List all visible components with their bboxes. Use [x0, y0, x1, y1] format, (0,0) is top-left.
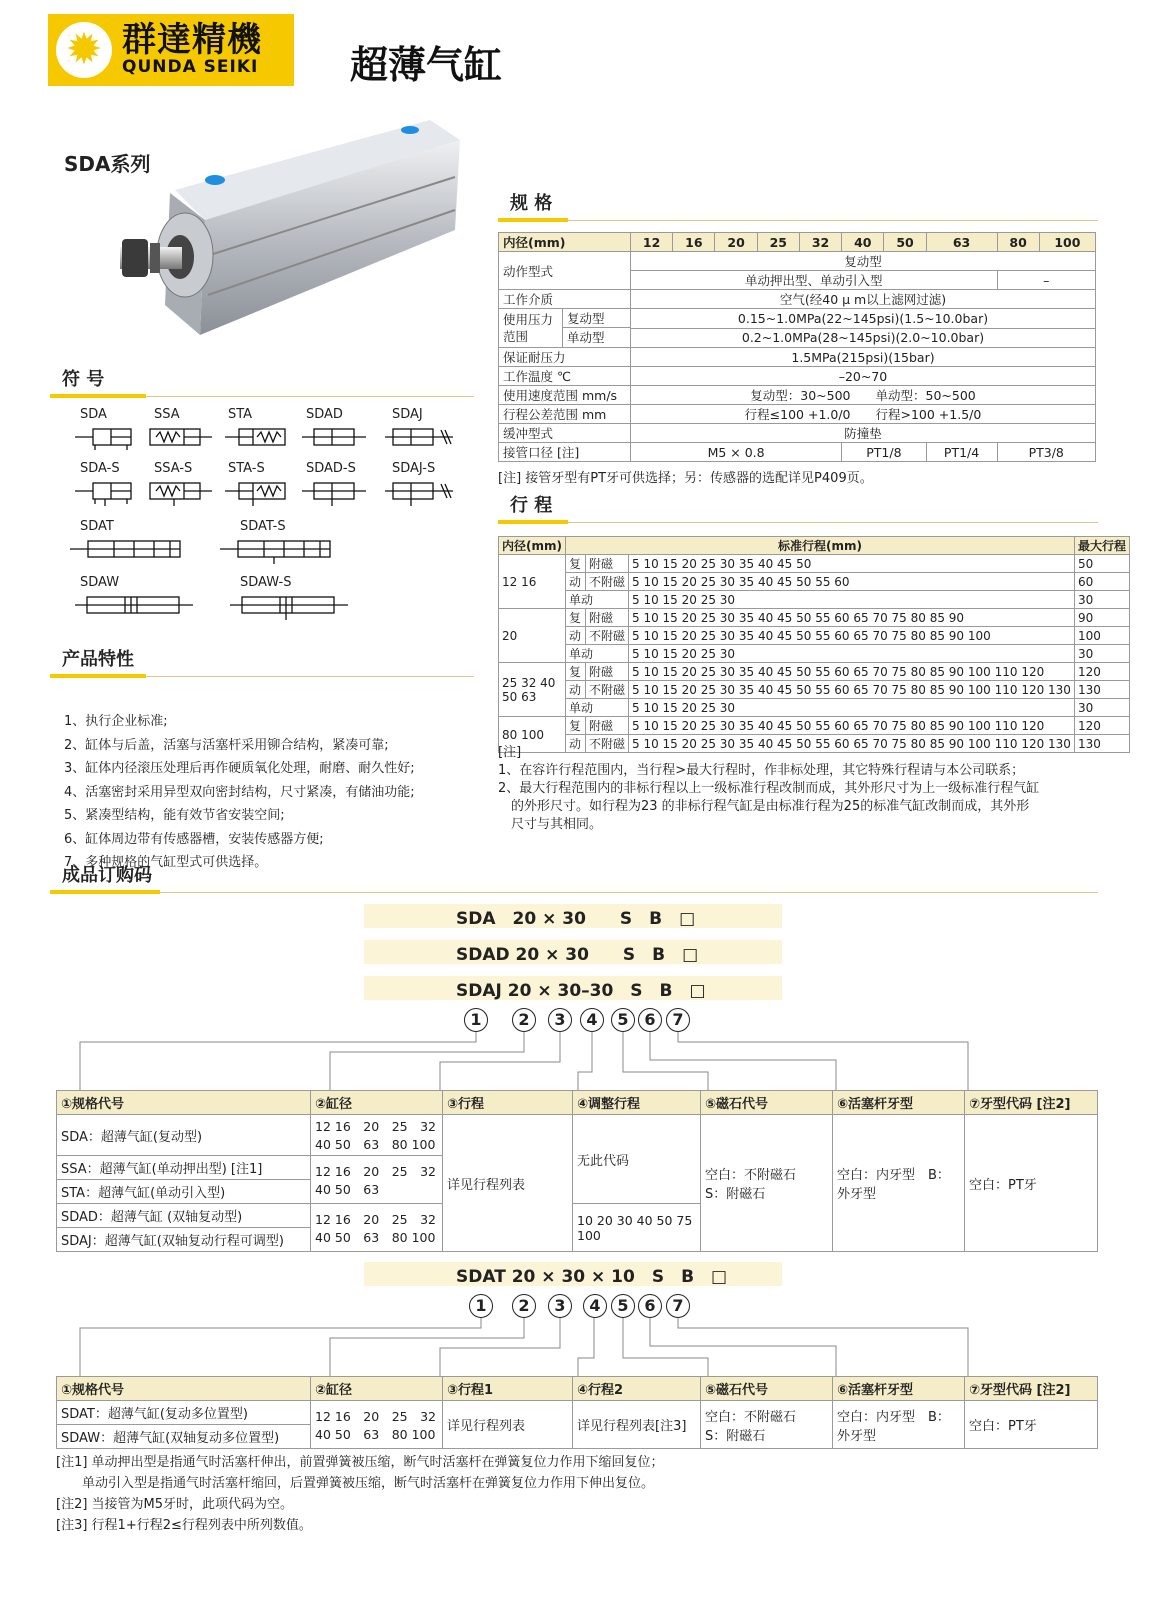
stroke-bore: 80 100 [499, 717, 566, 753]
spec-bore: 12 [631, 233, 673, 252]
stroke-note: 2、最大行程范围内的非标行程以上一级标准行程改制而成，其外形尺寸为上一级标准行程气缸 [498, 781, 1040, 796]
order-spec: SDA：超薄气缸(复动型) [57, 1115, 311, 1156]
feature-item: 7、多种规格的气缸型式可供选择。 [64, 855, 268, 870]
order-header: ⑥活塞杆牙型 [833, 1377, 965, 1401]
order-spec: SSA：超薄气缸(单动押出型) [注1] [57, 1156, 311, 1180]
order-stroke1: 详见行程列表 [443, 1401, 573, 1449]
spec-note: [注] 接管牙型有PT牙可供选择；另：传感器的选配详见P409页。 [498, 471, 873, 486]
spec-label: 使用速度范围 mm/s [499, 386, 631, 405]
order-header: ⑦牙型代码 [注2] [965, 1091, 1098, 1115]
position-circle: 4 [583, 1294, 607, 1318]
section-symbol: 符 号 [62, 369, 105, 390]
order-adjust: 10 20 30 40 50 75 100 [573, 1204, 701, 1252]
stroke-bore: 25 32 40 50 63 [499, 663, 566, 717]
footnote: [注1] 单动押出型是指通气时活塞杆伸出，前置弹簧被压缩，断气时活塞杆在弹簧复位力作用下缩回复位； [56, 1455, 664, 1470]
stroke-max: 50 [1074, 555, 1129, 573]
section-stroke: 行 程 [510, 495, 553, 516]
stroke-standard: 5 10 15 20 25 30 35 40 45 50 55 60 65 70 75 80 85 90 100 110 120 [629, 717, 1075, 735]
spec-bore: 25 [757, 233, 799, 252]
stroke-mag-label: 附磁 [588, 611, 613, 625]
section-features: 产品特性 [62, 649, 134, 670]
symbol-label: SSA-S [154, 461, 193, 476]
position-circle: 5 [611, 1294, 635, 1318]
stroke-max: 30 [1074, 699, 1129, 717]
order-spec: SDAJ：超薄气缸(双轴复动行程可调型) [57, 1228, 311, 1252]
stroke-standard: 5 10 15 20 25 30 35 40 45 50 55 60 65 70 75 80 85 90 100 [629, 627, 1075, 645]
spec-value: 0.15~1.0MPa(22~145psi)(1.5~10.0bar) [631, 309, 1096, 329]
order-header: ④行程2 [573, 1377, 701, 1401]
spec-label: 使用压力范围 [499, 309, 563, 347]
position-circle: 3 [548, 1008, 572, 1032]
stroke-standard: 5 10 15 20 25 30 35 40 45 50 55 60 65 70 75 80 85 90 100 110 120 130 [629, 681, 1075, 699]
order-header: ②缸径 [311, 1091, 443, 1115]
logo-cn: 群達精機 [122, 20, 262, 60]
order-header: ③行程 [443, 1091, 573, 1115]
stroke-type-label: 动 [566, 573, 586, 590]
symbol-label: SDAT [80, 519, 114, 534]
order-code-sda: SDA 20 × 30 S B □ [364, 904, 782, 928]
order-header: ③行程1 [443, 1377, 573, 1401]
spec-value: 空气(经40 μ m以上滤网过滤) [631, 290, 1096, 309]
spec-value: PT1/4 [926, 443, 997, 462]
symbol-label: SDA [80, 407, 107, 422]
footnote: 单动引入型是指通气时活塞杆缩回，后置弹簧被压缩，断气时活塞杆在弹簧复位力作用下伸出复位。 [56, 1476, 655, 1491]
spec-label: 行程公差范围 mm [499, 405, 631, 424]
position-circle: 2 [512, 1008, 536, 1032]
order-bore: 12 16 20 25 32 40 50 63 80 100 [311, 1115, 443, 1156]
stroke-max: 100 [1074, 627, 1129, 645]
spec-label: 工作介质 [499, 290, 631, 309]
stroke-type-label: 复 [566, 717, 586, 734]
stroke-standard: 5 10 15 20 25 30 [629, 591, 1075, 609]
stroke-mag-label: 不附磁 [588, 629, 625, 643]
spec-label: 单动型 [567, 330, 605, 345]
stroke-standard: 5 10 15 20 25 30 [629, 645, 1075, 663]
stroke-mag-label: 附磁 [588, 665, 613, 679]
order-table-2 [56, 1376, 1098, 1449]
series-title: SDA系列 [64, 152, 151, 176]
stroke-max: 60 [1074, 573, 1129, 591]
spec-bore: 16 [673, 233, 715, 252]
order-spec: SDAD：超薄气缸 (双轴复动型) [57, 1204, 311, 1228]
symbol-label: SDAD [306, 407, 343, 422]
footnote: [注2] 当接管为M5牙时，此项代码为空。 [56, 1497, 294, 1512]
spec-bore: 40 [842, 233, 884, 252]
spec-value: 防撞垫 [631, 424, 1096, 443]
spec-value: – [997, 271, 1096, 290]
order-header: ⑥活塞杆牙型 [833, 1091, 965, 1115]
position-circle: 2 [512, 1294, 536, 1318]
spec-bore: 100 [1039, 233, 1095, 252]
order-code-sdat: SDAT 20 × 30 × 10 S B □ [364, 1262, 782, 1286]
stroke-note: [注] [498, 745, 522, 760]
spec-value: 复动型：30~500 单动型：50~500 [631, 386, 1096, 405]
spec-bore: 80 [997, 233, 1039, 252]
symbol-label: SDA-S [80, 461, 120, 476]
position-circle: 3 [548, 1294, 572, 1318]
stroke-type-label: 复 [566, 555, 586, 572]
stroke-type-label: 复 [566, 663, 586, 680]
footnotes [56, 1452, 664, 1536]
order-code-sdaj: SDAJ 20 × 30–30 S B □ [364, 976, 782, 1000]
feature-item: 5、紧凑型结构，能有效节省安装空间; [64, 808, 285, 823]
spec-header-bore: 内径(mm) [499, 233, 631, 252]
stroke-max: 130 [1074, 735, 1129, 753]
position-circle: 7 [666, 1008, 690, 1032]
stroke-max: 90 [1074, 609, 1129, 627]
order-stroke2: 详见行程列表[注3] [573, 1401, 701, 1449]
logo-en: QUNDA SEIKI [122, 57, 259, 77]
feature-item: 3、缸体内径滚压处理后再作硬质氧化处理，耐磨、耐久性好; [64, 761, 415, 776]
stroke-note: 1、在容许行程范围内，当行程>最大行程时，作非标处理，其它特殊行程请与本公司联系； [498, 763, 1025, 778]
spec-bore: 32 [799, 233, 841, 252]
order-spec: SDAW：超薄气缸(双轴复动多位置型) [57, 1425, 311, 1449]
feature-item: 1、执行企业标准; [64, 714, 168, 729]
symbol-label: STA [228, 407, 253, 422]
spec-value: 1.5MPa(215psi)(15bar) [631, 348, 1096, 367]
order-header: ①规格代号 [57, 1377, 311, 1401]
spec-value: PT3/8 [997, 443, 1096, 462]
symbol-label: SDAW-S [240, 575, 292, 590]
position-circle: 4 [580, 1008, 604, 1032]
order-thread: 空白：PT牙 [965, 1115, 1098, 1252]
stroke-header: 内径(mm) [499, 537, 566, 555]
spec-value: –20~70 [631, 367, 1096, 386]
order-rod: 空白：内牙型 B：外牙型 [833, 1401, 965, 1449]
footnote: [注3] 行程1+行程2≤行程列表中所列数值。 [56, 1518, 312, 1533]
order-bore: 12 16 20 25 32 40 50 63 80 100 [311, 1401, 443, 1449]
order-header: ④调整行程 [573, 1091, 701, 1115]
order-bore: 12 16 20 25 32 40 50 63 [311, 1156, 443, 1204]
spec-value: M5 × 0.8 [631, 443, 842, 462]
feature-item: 4、活塞密封采用异型双向密封结构，尺寸紧凑，有储油功能; [64, 784, 415, 800]
stroke-bore: 20 [499, 609, 566, 663]
stroke-type-label: 动 [566, 735, 586, 752]
spec-label: 保证耐压力 [499, 348, 631, 367]
stroke-type-label: 单动 [568, 701, 593, 715]
symbol-label: SDAD-S [306, 461, 356, 476]
spec-value: PT1/8 [842, 443, 926, 462]
stroke-type-label: 单动 [568, 647, 593, 661]
feature-item: 6、缸体周边带有传感器槽，安装传感器方便; [64, 831, 324, 847]
position-circle: 7 [666, 1294, 690, 1318]
stroke-standard: 5 10 15 20 25 30 [629, 699, 1075, 717]
order-adjust: 无此代码 [573, 1115, 701, 1204]
order-header: ⑦牙型代码 [注2] [965, 1377, 1098, 1401]
stroke-max: 120 [1074, 663, 1129, 681]
spec-value: 行程≤100 +1.0/0 行程>100 +1.5/0 [631, 405, 1096, 424]
spec-value: 复动型 [631, 252, 1096, 271]
symbol-label: STA-S [228, 461, 265, 476]
order-header: ⑤磁石代号 [701, 1377, 833, 1401]
stroke-header: 标准行程(mm) [565, 537, 1074, 555]
stroke-type-label: 单动 [568, 593, 593, 607]
position-circle: 6 [638, 1294, 662, 1318]
symbol-label: SDAW [80, 575, 120, 590]
order-code-sdad: SDAD 20 × 30 S B □ [364, 940, 782, 964]
symbol-label: SSA [154, 407, 180, 422]
order-header: ②缸径 [311, 1377, 443, 1401]
stroke-mag-label: 不附磁 [588, 575, 625, 589]
stroke-max: 30 [1074, 645, 1129, 663]
section-spec: 规 格 [510, 193, 553, 214]
stroke-type-label: 复 [566, 609, 586, 626]
spec-label: 复动型 [563, 309, 630, 328]
spec-label: 缓冲型式 [499, 424, 631, 443]
section-order: 成品订购码 [62, 865, 152, 886]
stroke-mag-label: 不附磁 [588, 683, 625, 697]
position-circle: 1 [464, 1008, 488, 1032]
spec-bore: 50 [884, 233, 926, 252]
order-spec: SDAT：超薄气缸(复动多位置型) [57, 1401, 311, 1425]
stroke-max: 130 [1074, 681, 1129, 699]
order-bore: 12 16 20 25 32 40 50 63 80 100 [311, 1204, 443, 1252]
stroke-note: 的外形尺寸。如行程为23 的非标行程气缸是由标准行程为25的标准气缸改制而成，其外形 [498, 799, 1030, 814]
stroke-max: 120 [1074, 717, 1129, 735]
spec-label: 接管口径 [注] [499, 443, 631, 462]
stroke-mag-label: 附磁 [588, 557, 613, 571]
stroke-mag-label: 附磁 [588, 719, 613, 733]
gear-logo-icon: ✹ [56, 22, 112, 78]
order-rod: 空白：内牙型 B：外牙型 [833, 1115, 965, 1252]
order-thread: 空白：PT牙 [965, 1401, 1098, 1449]
spec-label: 动作型式 [499, 252, 631, 290]
symbol-label: SDAT-S [240, 519, 286, 534]
order-spec: STA：超薄气缸(单动引入型) [57, 1180, 311, 1204]
stroke-standard: 5 10 15 20 25 30 35 40 45 50 55 60 65 70 75 80 85 90 100 110 120 130 [629, 735, 1075, 753]
stroke-note: 尺寸与其相同。 [498, 817, 603, 832]
symbol-label: SDAJ [392, 407, 423, 422]
position-circle: 1 [469, 1294, 493, 1318]
order-stroke: 详见行程列表 [443, 1115, 573, 1252]
order-magnet: 空白：不附磁石 S：附磁石 [701, 1401, 833, 1449]
stroke-standard: 5 10 15 20 25 30 35 40 45 50 55 60 [629, 573, 1075, 591]
stroke-bore: 12 16 [499, 555, 566, 609]
page-title: 超薄气缸 [350, 43, 503, 87]
order-magnet: 空白：不附磁石 S：附磁石 [701, 1115, 833, 1252]
order-table-1 [56, 1090, 1098, 1252]
position-circle: 5 [611, 1008, 635, 1032]
stroke-max: 30 [1074, 591, 1129, 609]
stroke-mag-label: 不附磁 [588, 737, 625, 751]
stroke-standard: 5 10 15 20 25 30 35 40 45 50 [629, 555, 1075, 573]
symbol-label: SDAJ-S [392, 461, 436, 476]
feature-item: 2、缸体与后盖，活塞与活塞杆采用铆合结构，紧凑可靠; [64, 737, 389, 753]
spec-value: 单动押出型、单动引入型 [631, 271, 998, 290]
spec-bore: 63 [926, 233, 997, 252]
stroke-type-label: 动 [566, 627, 586, 644]
stroke-standard: 5 10 15 20 25 30 35 40 45 50 55 60 65 70 75 80 85 90 100 110 120 [629, 663, 1075, 681]
stroke-standard: 5 10 15 20 25 30 35 40 45 50 55 60 65 70 75 80 85 90 [629, 609, 1075, 627]
spec-value: 0.2~1.0MPa(28~145psi)(2.0~10.0bar) [631, 328, 1096, 348]
order-header: ①规格代号 [57, 1091, 311, 1115]
position-circle: 6 [638, 1008, 662, 1032]
spec-bore: 20 [715, 233, 757, 252]
spec-label: 工作温度 ℃ [499, 367, 631, 386]
stroke-type-label: 动 [566, 681, 586, 698]
order-header: ⑤磁石代号 [701, 1091, 833, 1115]
stroke-header: 最大行程 [1074, 537, 1129, 555]
